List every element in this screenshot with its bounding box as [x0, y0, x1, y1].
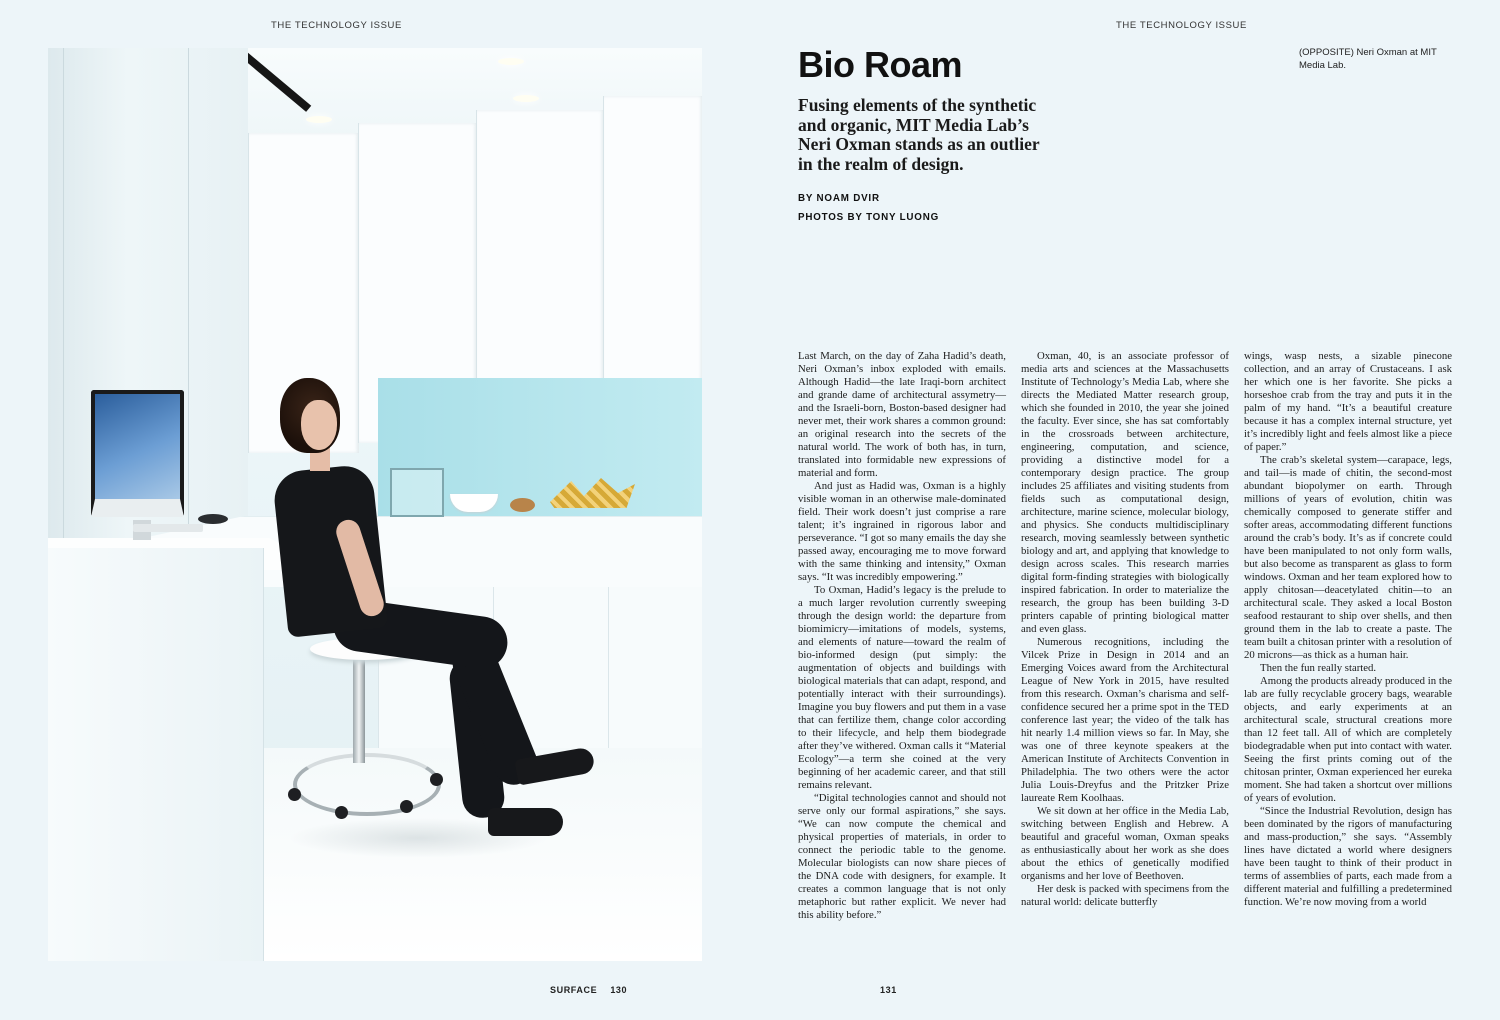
folio-page-number: 131 — [880, 985, 897, 995]
folio-left — [550, 985, 627, 995]
byline: BY NOAM DVIR — [798, 193, 880, 204]
body-paragraph: We sit down at her office in the Media Lab, switching between English and Hebrew. A beautiful and graceful woman, Oxman speaks as enthusiastically about her work as she does about the ethics of genetically modified organisms and her love of Beethoven. — [1021, 805, 1229, 882]
monitor — [91, 390, 184, 517]
article-column-1 — [798, 350, 1006, 922]
body-paragraph: Among the products already produced in the lab are fully recyclable grocery bags, wearable objects, and early experiments at an architectural scale, structural creations more than 12 feet tall. All of which are completely biodegradable when put into contact with water. Seeing the first prints coming out of the chitosan printer, Oxman experienced her eureka moment. She had taken a shortcut over millions of years of evolution. — [1244, 675, 1452, 804]
article-headline: Bio Roam — [798, 44, 963, 85]
body-paragraph: Then the fun really started. — [1260, 662, 1377, 674]
body-paragraph: Her desk is packed with specimens from the natural world: delicate butterfly — [1021, 883, 1229, 908]
body-paragraph: And just as Hadid was, Oxman is a highly visible woman in an otherwise male-dominated field. Their work doesn’t just comprise a rare talent; it’s ingrained in rigorous labor and perseverance. “I got so many emails the day she passed away, encouraging me to move forward with the same thinking and intensity,” Oxman says. “It was incredibly empowering.” — [798, 480, 1006, 583]
stool-caster — [430, 773, 443, 786]
stool-base — [293, 753, 441, 816]
body-paragraph: “Since the Industrial Revolution, design has been dominated by the rigors of manufacturing and mass-production,” she says. “Assembly lines have dictated a world where designers have been taught to think of their product in terms of assemblies of parts, each made from a different material and fulfilling a predetermined function. We’re now moving from a world — [1244, 805, 1452, 908]
article-dek: Fusing elements of the synthetic and organic, MIT Media Lab’s Neri Oxman stands as an outlier in the realm of design. — [798, 95, 1040, 174]
island — [48, 548, 264, 961]
folio-right — [880, 985, 897, 995]
body-paragraph: “Digital technologies cannot and should not serve only our formal aspirations,” she says. “We can now compute the chemical and physical properties of materials, in order to connect the periodic table to the genome. Molecular biologists can now share pieces of the DNA code with designers, for example. It creates a common language that is not only metaphoric but rather explicit. We never had this ability before.” — [798, 792, 1006, 921]
body-paragraph: The crab’s skeletal system—carapace, legs, and tail—is made of chitin, the second-most abundant biopolymer on earth. Through millions of years of evolution, chitin was chemically composed to generate stiffer and softer areas, accommodating different functions around the crab’s body. It’s as if concrete could have been manipulated to not only form walls, but also become as transparent as glass to form windows. Oxman and her team explored how to apply chitosan—deacetylated chitin—to an architectural scale. They asked a local Boston seafood restaurant to ship over shells, and then ground them in the lab to create a paste. The team built a chitosan printer with a resolution of 20 microns—as thick as a human hair. — [1244, 454, 1452, 661]
body-paragraph: Numerous recognitions, including the Vilcek Prize in Design in 2014 and an Emerging Voices award from the Architectural League of New York in 2015, have resulted from this research. Oxman’s charisma and self-confidence secured her a prime spot in the TED conference last year; the video of the talk has hit nearly 1.4 million views so far. In May, she was one of three keynote speakers at the American Institute of Architects Convention in Philadelphia. The two others were the actor Julia Louis-Dreyfus and the Pritzker Prize laureate Rem Koolhaas. — [1021, 636, 1229, 804]
stool-caster — [288, 788, 301, 801]
keyboard — [133, 524, 203, 532]
shell — [510, 498, 535, 512]
stool-caster — [400, 800, 413, 813]
body-paragraph: wings, wasp nests, a sizable pinecone collection, and an array of Crustaceans. I ask her which one is her favorite. She picks a horseshoe crab from the tray and puts it in the palm of my hand. “It’s a beautiful creature because it has a complex internal structure, yet it’s incredibly light and feels almost like a piece of paper.” — [1244, 350, 1452, 453]
folio-page-number: 130 — [610, 985, 628, 995]
body-paragraph: Oxman, 40, is an associate professor of media arts and sciences at the Massachusetts Institute of Technology’s Media Lab, where she directs the Mediated Matter research group, which she founded in 2010, the year she joined the faculty. Ever since, she has sat comfortably in the crossroads between architecture, engineering, computation, and science, providing a distinctive model for a contemporary design practice. The group includes 25 affiliates and visiting students from fields such as computational design, architecture, marine science, molecular biology, and physics. She conducts multidisciplinary research, moving seamlessly between synthetic biology and art, and applying that knowledge to design across scales. This research marries digital form-finding strategies with biologically inspired fabrication. In order to materialize the research, the group has been building 3-D printers capable of printing biological matter and even glass. — [1021, 350, 1229, 635]
downlight — [306, 116, 332, 123]
mouse — [198, 514, 228, 524]
stool-post — [353, 658, 365, 763]
downlight — [513, 95, 539, 102]
stool-caster — [335, 806, 348, 819]
body-paragraph: Last March, on the day of Zaha Hadid’s death, Neri Oxman’s inbox exploded with emails. Although Hadid—the late Iraqi-born architect and grande dame of architectural assymetry—and the Israeli-born, Boston-based designer had never met, their work shares a common ground: an original research into the secrets of the natural world. The work of both has, in turn, translated into formidable new expressions of material and form. — [798, 350, 1006, 479]
upper-cabinet — [603, 96, 702, 416]
running-head-left: THE TECHNOLOGY ISSUE — [271, 20, 402, 31]
article-column-2 — [1021, 350, 1229, 909]
article-column-3 — [1244, 350, 1452, 909]
running-head-right: THE TECHNOLOGY ISSUE — [1116, 20, 1247, 31]
downlight — [498, 58, 524, 65]
face — [301, 400, 337, 450]
shoe — [488, 808, 563, 836]
photo-credit: PHOTOS BY TONY LUONG — [798, 212, 940, 223]
folio-magazine-name: SURFACE — [550, 985, 598, 995]
portrait-photo — [48, 48, 702, 961]
body-paragraph: To Oxman, Hadid’s legacy is the prelude to a much larger revolution currently sweeping through the design world: the departure from biomimicry—imitations of models, systems, and elements of nature—toward the realm of bio-informed design (put simply: the augmentation of objects and buildings with biological materials that can adapt, respond, and potentially interact with their surroundings). Imagine you buy flowers and put them in a vase that can fertilize them, change color according to their lifecycle, and help them biodegrade after they’ve withered. Oxman calls it “Material Ecology”—a term she coined at the very beginning of her academic career, and that still remains relevant. — [798, 584, 1006, 791]
photo-caption: (OPPOSITE) Neri Oxman at MIT Media Lab. — [1299, 47, 1437, 71]
glass-box — [390, 468, 444, 517]
